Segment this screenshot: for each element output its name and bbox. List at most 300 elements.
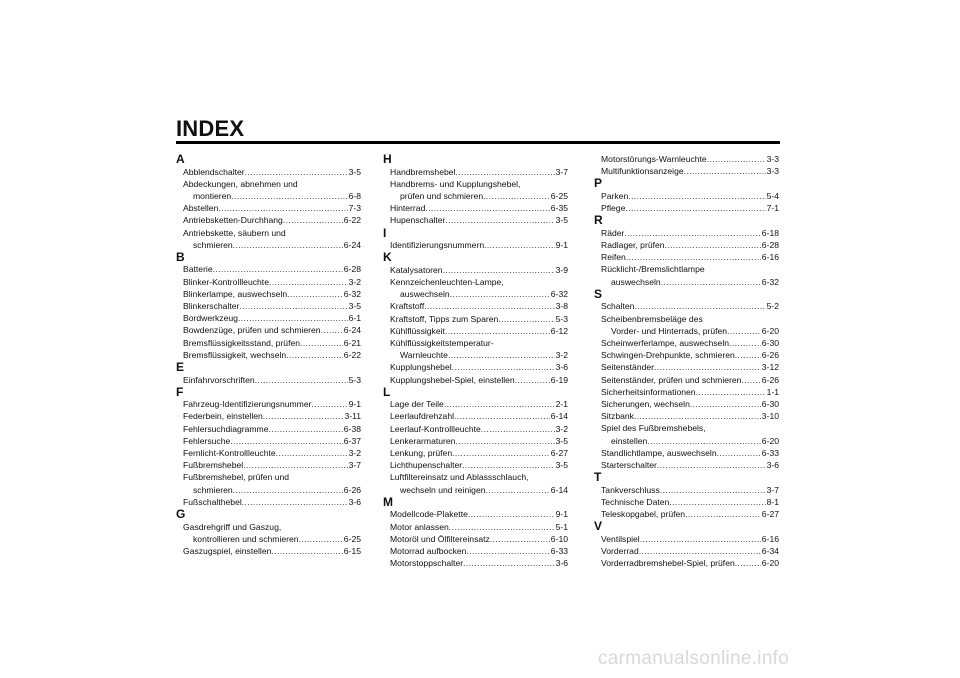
index-page-ref: 3-2 bbox=[348, 276, 361, 287]
dot-leader bbox=[242, 496, 348, 508]
index-page-ref: 6-30 bbox=[761, 398, 779, 409]
index-entry bbox=[176, 324, 361, 336]
dot-leader bbox=[462, 459, 554, 471]
index-letter-heading: E bbox=[176, 360, 185, 375]
index-entry-line bbox=[601, 239, 779, 251]
index-entry-line-wrap: Abdeckungen, abnehmen und bbox=[183, 178, 298, 189]
page-title: INDEX bbox=[176, 116, 245, 141]
index-entry bbox=[176, 276, 361, 288]
index-page-ref: 6-8 bbox=[348, 190, 361, 201]
dot-leader bbox=[628, 190, 765, 202]
index-entry-line bbox=[390, 459, 568, 471]
index-entry-line bbox=[390, 300, 568, 312]
index-page-ref: 6-14 bbox=[550, 411, 568, 422]
index-entry bbox=[594, 459, 779, 471]
index-page-ref: 5-4 bbox=[766, 190, 779, 201]
dot-leader bbox=[286, 349, 343, 361]
dot-leader bbox=[321, 324, 343, 336]
index-page-ref: 1-1 bbox=[766, 386, 779, 397]
index-entry bbox=[176, 214, 361, 226]
index-entry-line bbox=[390, 166, 568, 178]
index-page-ref: 6-24 bbox=[343, 239, 361, 250]
index-page-ref: 6-24 bbox=[343, 325, 361, 336]
index-entry-text: Motorstoppschalter bbox=[390, 558, 464, 569]
index-entry-line bbox=[390, 508, 568, 520]
index-entry bbox=[383, 276, 568, 300]
index-entry bbox=[383, 313, 568, 325]
index-entry-line bbox=[183, 484, 361, 496]
dot-leader bbox=[231, 190, 347, 202]
index-entry-line bbox=[183, 312, 361, 324]
dot-leader bbox=[213, 263, 343, 275]
dot-leader bbox=[263, 410, 344, 422]
dot-leader bbox=[696, 386, 766, 398]
index-page-ref: 3-7 bbox=[348, 460, 361, 471]
index-page-ref: 6-1 bbox=[348, 313, 361, 324]
dot-leader bbox=[276, 447, 348, 459]
dot-leader bbox=[445, 214, 554, 226]
index-entry-text: Seitenständer bbox=[601, 362, 655, 373]
index-letter-heading: T bbox=[594, 470, 602, 485]
index-entry-text: kontrollieren und schmieren bbox=[193, 533, 299, 544]
dot-leader bbox=[230, 435, 343, 447]
index-entry bbox=[594, 313, 779, 337]
index-page-ref: 3-6 bbox=[555, 558, 568, 569]
index-column-3 bbox=[594, 153, 779, 569]
index-page-ref: 3-2 bbox=[348, 448, 361, 459]
index-page-ref: 3-5 bbox=[348, 166, 361, 177]
index-entry-text: Blinker-Kontrollleuchte bbox=[183, 276, 269, 287]
index-entry-line bbox=[390, 190, 568, 202]
index-entry-text: schmieren bbox=[193, 484, 233, 495]
index-page-ref: 6-25 bbox=[343, 533, 361, 544]
index-entry-text: Schalten bbox=[601, 301, 635, 312]
dot-leader bbox=[486, 484, 550, 496]
index-page-ref: 3-7 bbox=[555, 166, 568, 177]
index-entry bbox=[383, 521, 568, 533]
index-group bbox=[383, 496, 568, 570]
index-entry bbox=[383, 239, 568, 251]
index-entry-text: Federbein, einstellen bbox=[183, 411, 263, 422]
index-entry-line bbox=[601, 545, 779, 557]
dot-leader bbox=[269, 423, 343, 435]
index-group bbox=[383, 153, 568, 227]
index-page-ref: 6-20 bbox=[761, 558, 779, 569]
index-entry bbox=[383, 557, 568, 569]
index-group bbox=[176, 251, 361, 361]
index-entry-line bbox=[390, 423, 568, 435]
dot-leader bbox=[729, 337, 761, 349]
dot-leader bbox=[283, 214, 343, 226]
index-entry-text: Einfahrvorschriften bbox=[183, 374, 255, 385]
index-entry-line bbox=[601, 484, 779, 496]
index-entry bbox=[594, 484, 779, 496]
dot-leader bbox=[455, 435, 554, 447]
index-page-ref: 3-9 bbox=[555, 264, 568, 275]
index-group bbox=[176, 153, 361, 251]
index-entry-text: Schwingen-Drehpunkte, schmieren bbox=[601, 350, 735, 361]
index-entry bbox=[594, 227, 779, 239]
index-group bbox=[383, 227, 568, 252]
index-entry-text: Fußschalthebel bbox=[183, 496, 242, 507]
index-entry bbox=[383, 545, 568, 557]
index-letter-heading: R bbox=[594, 213, 603, 228]
dot-leader bbox=[498, 313, 554, 325]
index-entry-line bbox=[390, 484, 568, 496]
index-entry-line bbox=[183, 423, 361, 435]
index-page-ref: 2-1 bbox=[555, 399, 568, 410]
index-entry bbox=[383, 398, 568, 410]
index-page-ref: 6-34 bbox=[761, 545, 779, 556]
dot-leader bbox=[654, 361, 761, 373]
dot-leader bbox=[444, 398, 555, 410]
index-entry-line bbox=[183, 337, 361, 349]
index-entry bbox=[176, 227, 361, 251]
index-page-ref: 6-10 bbox=[550, 533, 568, 544]
index-entry bbox=[176, 521, 361, 545]
index-page-ref: 6-16 bbox=[761, 533, 779, 544]
index-entry-line bbox=[601, 410, 779, 422]
index-page-ref: 6-35 bbox=[550, 203, 568, 214]
index-page-ref: 3-7 bbox=[766, 484, 779, 495]
index-letter-heading: I bbox=[383, 225, 387, 240]
index-entry-line bbox=[601, 398, 779, 410]
index-letter-heading: K bbox=[383, 250, 392, 265]
index-entry-text: Hinterrad bbox=[390, 203, 426, 214]
index-letter-heading: B bbox=[176, 249, 185, 264]
index-entry-text: Tankverschluss bbox=[601, 484, 660, 495]
index-page-ref: 6-27 bbox=[550, 448, 568, 459]
index-column-1 bbox=[176, 153, 361, 557]
index-entry-text: Leerlauf-Kontrollleuchte bbox=[390, 423, 481, 434]
index-entry-text: montieren bbox=[193, 190, 232, 201]
index-page-ref: 5-2 bbox=[766, 301, 779, 312]
index-entry bbox=[176, 435, 361, 447]
index-entry bbox=[594, 165, 779, 177]
index-entry bbox=[176, 374, 361, 386]
index-entry-line bbox=[390, 214, 568, 226]
index-entry-text: Kupplungshebel bbox=[390, 362, 452, 373]
index-entry-line bbox=[390, 557, 568, 569]
index-entry-line bbox=[183, 202, 361, 214]
index-page-ref: 8-1 bbox=[766, 496, 779, 507]
index-entry-line-wrap: Scheibenbremsbeläge des bbox=[601, 313, 703, 324]
index-page-ref: 6-26 bbox=[761, 350, 779, 361]
index-entry-text: Kraftstoff bbox=[390, 301, 425, 312]
index-entry bbox=[176, 300, 361, 312]
index-entry bbox=[383, 471, 568, 495]
index-page-ref: 6-19 bbox=[550, 374, 568, 385]
index-entry-line bbox=[183, 166, 361, 178]
index-entry-text: schmieren bbox=[193, 239, 233, 250]
dot-leader bbox=[271, 545, 342, 557]
index-entry-text: Technische Daten bbox=[601, 496, 670, 507]
dot-leader bbox=[468, 508, 555, 520]
index-entry-line bbox=[601, 447, 779, 459]
dot-leader bbox=[481, 423, 555, 435]
index-entry-line bbox=[601, 435, 779, 447]
index-entry-text: Räder bbox=[601, 227, 625, 238]
dot-leader bbox=[452, 361, 555, 373]
dot-leader bbox=[243, 459, 347, 471]
index-entry bbox=[176, 398, 361, 410]
index-group bbox=[176, 508, 361, 557]
index-entry bbox=[176, 471, 361, 495]
index-entry-text: Warnleuchte bbox=[400, 350, 448, 361]
index-entry-text: Kühlflüssigkeit bbox=[390, 325, 445, 336]
index-entry-text: Bordwerkzeug bbox=[183, 313, 238, 324]
index-letter-heading: M bbox=[383, 494, 393, 509]
dot-leader bbox=[452, 447, 550, 459]
index-entry bbox=[176, 288, 361, 300]
index-entry bbox=[594, 190, 779, 202]
index-entry bbox=[176, 166, 361, 178]
index-group bbox=[594, 153, 779, 177]
index-entry-line bbox=[601, 190, 779, 202]
index-entry-text: Modellcode-Plakette bbox=[390, 509, 468, 520]
index-entry-line bbox=[183, 447, 361, 459]
index-page-ref: 3-5 bbox=[555, 435, 568, 446]
index-page-ref: 6-12 bbox=[550, 325, 568, 336]
index-entry bbox=[176, 312, 361, 324]
index-entry-text: Fußbremshebel bbox=[183, 460, 244, 471]
index-entry bbox=[176, 545, 361, 557]
index-letter-heading: A bbox=[176, 152, 185, 166]
index-entry bbox=[594, 374, 779, 386]
index-page-ref: 3-5 bbox=[348, 301, 361, 312]
index-entry-line-wrap: Handbrems- und Kupplungshebel, bbox=[390, 178, 521, 189]
index-entry-line bbox=[601, 386, 779, 398]
index-column-2 bbox=[383, 153, 568, 569]
index-entry bbox=[594, 361, 779, 373]
index-entry-line bbox=[183, 349, 361, 361]
index-entry-line bbox=[183, 410, 361, 422]
index-entry-line bbox=[183, 496, 361, 508]
index-entry-line bbox=[390, 325, 568, 337]
dot-leader bbox=[640, 533, 761, 545]
index-page-ref: 6-14 bbox=[550, 484, 568, 495]
index-entry bbox=[176, 178, 361, 202]
index-entry-line bbox=[183, 435, 361, 447]
index-entry-text: prüfen und schmieren bbox=[400, 190, 484, 201]
dot-leader bbox=[287, 288, 343, 300]
index-entry bbox=[176, 447, 361, 459]
index-entry-line bbox=[601, 459, 779, 471]
dot-leader bbox=[624, 227, 760, 239]
dot-leader bbox=[455, 166, 554, 178]
index-entry bbox=[383, 178, 568, 202]
index-entry bbox=[594, 202, 779, 214]
index-entry bbox=[594, 496, 779, 508]
index-entry-line bbox=[390, 533, 568, 545]
index-page-ref: 3-12 bbox=[761, 362, 779, 373]
index-page-ref: 3-10 bbox=[761, 411, 779, 422]
index-entry-text: Antriebsketten-Durchhang bbox=[183, 215, 283, 226]
index-entry-line bbox=[183, 545, 361, 557]
index-page-ref: 6-21 bbox=[343, 337, 361, 348]
index-page-ref: 3-2 bbox=[555, 350, 568, 361]
index-entry bbox=[383, 264, 568, 276]
dot-leader bbox=[450, 288, 550, 300]
index-entry bbox=[383, 459, 568, 471]
index-entry bbox=[176, 337, 361, 349]
index-entry-text: Vorder- und Hinterrads, prüfen bbox=[611, 325, 728, 336]
index-entry-line bbox=[183, 239, 361, 251]
dot-leader bbox=[484, 239, 554, 251]
dot-leader bbox=[466, 545, 549, 557]
index-entry bbox=[594, 422, 779, 446]
index-entry bbox=[594, 153, 779, 165]
index-group bbox=[594, 288, 779, 471]
dot-leader bbox=[684, 165, 766, 177]
dot-leader bbox=[661, 276, 761, 288]
index-page-ref: 9-1 bbox=[555, 240, 568, 251]
index-entry-text: einstellen bbox=[611, 435, 648, 446]
index-entry-text: Sicherheitsinformationen bbox=[601, 386, 696, 397]
index-entry-line bbox=[601, 153, 779, 165]
index-entry bbox=[176, 263, 361, 275]
index-page-ref: 6-25 bbox=[550, 190, 568, 201]
dot-leader bbox=[299, 533, 343, 545]
index-page-ref: 6-22 bbox=[343, 215, 361, 226]
index-entry-line bbox=[601, 349, 779, 361]
index-entry bbox=[383, 202, 568, 214]
index-page-ref: 6-33 bbox=[761, 447, 779, 458]
index-entry-text: Abblendschalter bbox=[183, 166, 245, 177]
dot-leader bbox=[490, 533, 550, 545]
index-entry-line bbox=[390, 410, 568, 422]
index-page-ref: 3-2 bbox=[555, 423, 568, 434]
index-entry-text: auswechseln bbox=[611, 276, 661, 287]
dot-leader bbox=[269, 276, 348, 288]
index-entry-line bbox=[183, 374, 361, 386]
index-page-ref: 6-28 bbox=[343, 264, 361, 275]
index-entry-line bbox=[390, 361, 568, 373]
index-entry-line bbox=[183, 276, 361, 288]
dot-leader bbox=[449, 521, 555, 533]
dot-leader bbox=[238, 312, 348, 324]
index-entry-line bbox=[183, 324, 361, 336]
index-entry bbox=[594, 300, 779, 312]
index-entry-line bbox=[390, 435, 568, 447]
index-page-ref: 6-32 bbox=[550, 289, 568, 300]
index-entry bbox=[383, 508, 568, 520]
dot-leader bbox=[443, 264, 555, 276]
index-entry-line bbox=[601, 533, 779, 545]
index-entry-line bbox=[390, 521, 568, 533]
dot-leader bbox=[515, 374, 550, 386]
index-entry-text: Blinkerlampe, auswechseln bbox=[183, 288, 288, 299]
index-entry-text: Abstellen bbox=[183, 203, 219, 214]
index-entry bbox=[176, 496, 361, 508]
index-page-ref: 6-38 bbox=[343, 423, 361, 434]
index-entry-text: Scheinwerferlampe, auswechseln bbox=[601, 337, 730, 348]
dot-leader bbox=[233, 484, 343, 496]
index-entry bbox=[594, 263, 779, 287]
index-entry-text: Gaszugspiel, einstellen bbox=[183, 545, 272, 556]
index-entry-text: Sicherungen, wechseln bbox=[601, 398, 690, 409]
index-entry-line bbox=[390, 349, 568, 361]
index-page-ref: 6-22 bbox=[343, 349, 361, 360]
dot-leader bbox=[634, 410, 761, 422]
index-page-ref: 3-5 bbox=[555, 215, 568, 226]
dot-leader bbox=[626, 251, 761, 263]
index-entry bbox=[383, 410, 568, 422]
index-entry-text: Katalysatoren bbox=[390, 264, 443, 275]
index-entry bbox=[383, 325, 568, 337]
dot-leader bbox=[233, 239, 343, 251]
index-entry bbox=[176, 410, 361, 422]
index-entry bbox=[383, 533, 568, 545]
index-entry bbox=[383, 166, 568, 178]
index-entry-text: Identifizierungsnummern bbox=[390, 240, 485, 251]
dot-leader bbox=[445, 325, 550, 337]
index-entry-line bbox=[390, 288, 568, 300]
index-page-ref: 7-1 bbox=[766, 203, 779, 214]
index-entry-text: Pflege bbox=[601, 203, 626, 214]
dot-leader bbox=[300, 337, 343, 349]
index-entry-text: Parken bbox=[601, 190, 629, 201]
index-entry-line bbox=[183, 398, 361, 410]
index-entry-text: Vorderrad bbox=[601, 545, 639, 556]
dot-leader bbox=[690, 398, 761, 410]
index-entry bbox=[594, 557, 779, 569]
index-entry-line bbox=[390, 447, 568, 459]
index-entry bbox=[594, 251, 779, 263]
index-entry bbox=[594, 239, 779, 251]
index-entry bbox=[176, 349, 361, 361]
dot-leader bbox=[717, 447, 761, 459]
index-entry bbox=[594, 349, 779, 361]
index-entry-text: wechseln und reinigen bbox=[400, 484, 486, 495]
index-entry bbox=[594, 398, 779, 410]
index-entry-line bbox=[183, 263, 361, 275]
index-page-ref: 5-1 bbox=[555, 521, 568, 532]
index-page-ref: 6-32 bbox=[761, 276, 779, 287]
index-entry-line-wrap: Fußbremshebel, prüfen und bbox=[183, 472, 290, 483]
dot-leader bbox=[454, 410, 550, 422]
index-page-ref: 6-18 bbox=[761, 227, 779, 238]
index-page-ref: 6-28 bbox=[761, 240, 779, 251]
index-page-ref: 3-3 bbox=[766, 154, 779, 164]
index-entry-text: Seitenständer, prüfen und schmieren bbox=[601, 374, 742, 385]
index-entry-text: Fehlersuche bbox=[183, 435, 231, 446]
index-entry bbox=[176, 423, 361, 435]
index-entry-text: Bremsflüssigkeit, wechseln bbox=[183, 349, 287, 360]
index-entry-line-wrap: Kennzeichenleuchten-Lampe, bbox=[390, 276, 504, 287]
dot-leader bbox=[255, 374, 348, 386]
index-entry-text: Multifunktionsanzeige bbox=[601, 166, 684, 177]
dot-leader bbox=[239, 300, 347, 312]
index-entry bbox=[383, 337, 568, 361]
index-entry-line bbox=[601, 361, 779, 373]
dot-leader bbox=[448, 349, 555, 361]
index-entry-line bbox=[390, 264, 568, 276]
index-entry-line bbox=[183, 300, 361, 312]
index-entry-line bbox=[601, 337, 779, 349]
index-entry bbox=[594, 386, 779, 398]
index-entry-text: Sitzbank bbox=[601, 411, 634, 422]
index-entry-text: Leerlaufdrehzahl bbox=[390, 411, 455, 422]
index-entry-text: Bowdenzüge, prüfen und schmieren bbox=[183, 325, 321, 336]
index-entry-line bbox=[390, 374, 568, 386]
index-page-ref: 6-20 bbox=[761, 325, 779, 336]
index-entry-line bbox=[183, 214, 361, 226]
dot-leader bbox=[669, 496, 765, 508]
index-entry-text: Batterie bbox=[183, 264, 213, 275]
dot-leader bbox=[245, 166, 348, 178]
index-entry-text: Fernlicht-Kontrollleuchte bbox=[183, 448, 276, 459]
